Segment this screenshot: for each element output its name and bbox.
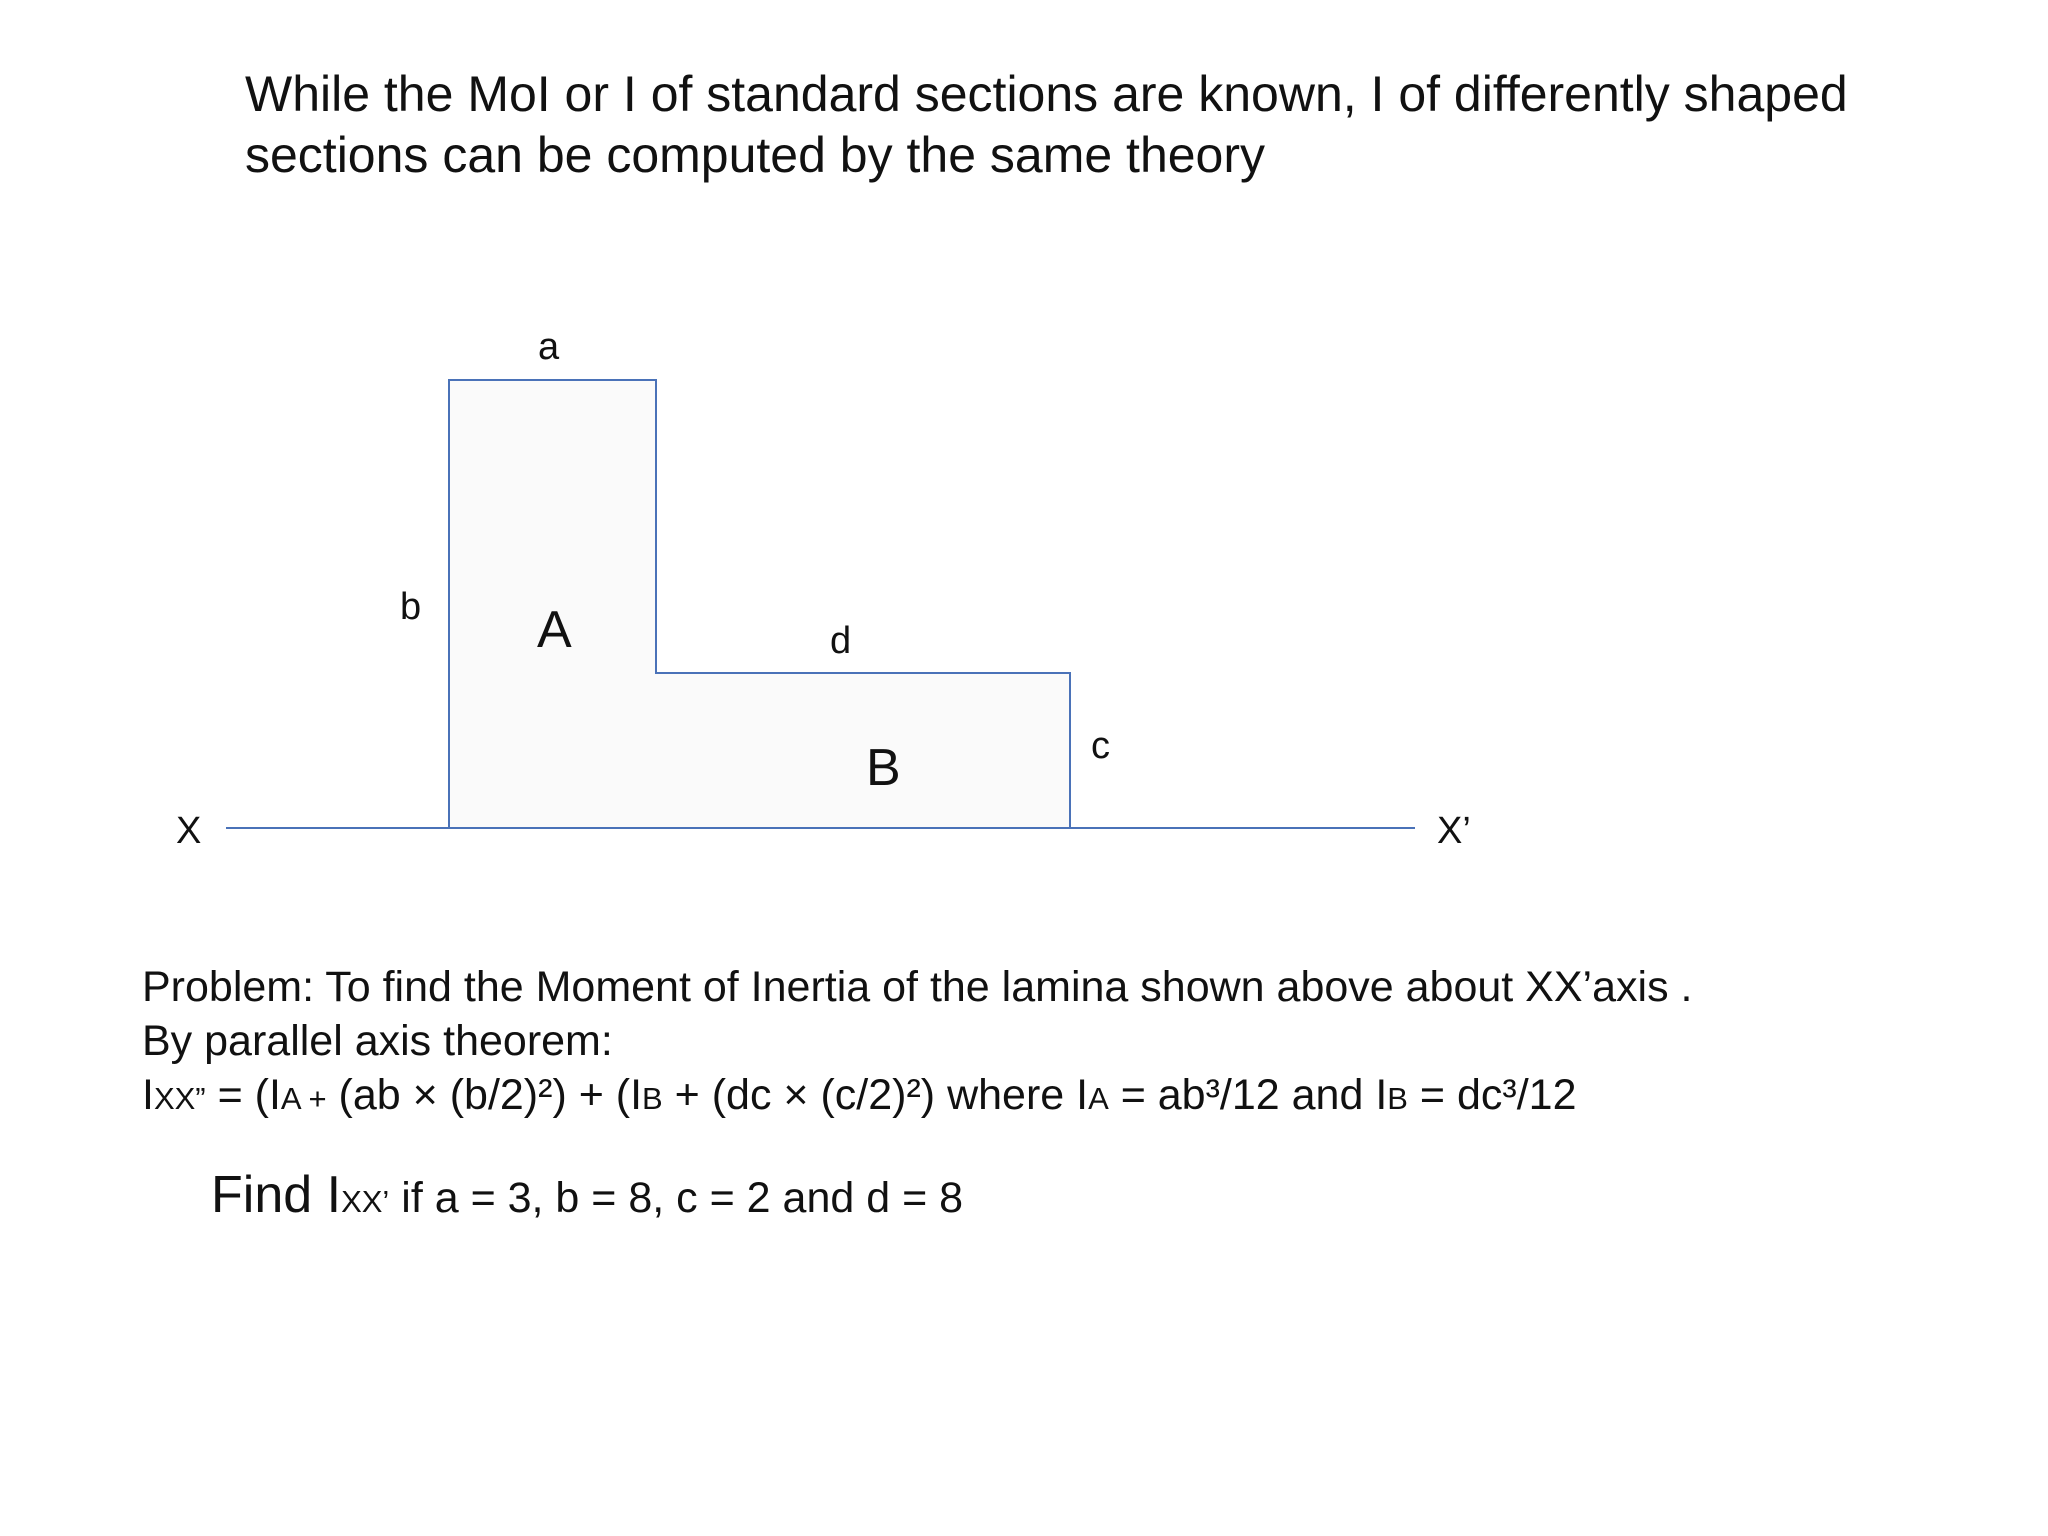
formula-part: + (dc × (c/2)²) where I — [662, 1071, 1089, 1119]
heading-line-2: sections can be computed by the same theory — [245, 127, 1266, 183]
dimension-label-a: a — [538, 326, 560, 368]
formula-subscript: B — [642, 1081, 663, 1116]
formula-part: = dc³/12 — [1407, 1071, 1577, 1119]
ixx-formula — [142, 1068, 2022, 1126]
formula-subscript: A — [1088, 1081, 1109, 1116]
find-values: if a = 3, b = 8, c = 2 and d = 8 — [389, 1174, 964, 1222]
formula-part: I — [142, 1071, 154, 1119]
axis-label-x: X — [176, 810, 202, 852]
region-label-a: A — [537, 601, 572, 659]
problem-statement: Problem: To find the Moment of Inertia of the lamina shown above about XX’axis . — [142, 963, 1693, 1011]
dimension-label-b: b — [400, 586, 422, 628]
formula-part: = ab³/12 and I — [1108, 1071, 1388, 1119]
theorem-intro: By parallel axis theorem: — [142, 1017, 613, 1065]
formula-subscript: XX” — [153, 1081, 206, 1116]
find-question — [211, 1168, 963, 1229]
dimension-label-c: c — [1091, 725, 1110, 767]
problem-text — [142, 960, 2022, 1126]
formula-subscript: B — [1387, 1081, 1408, 1116]
heading-line-1: While the MoI or I of standard sections are known, I of differently shaped — [245, 66, 1848, 122]
region-label-b: B — [866, 739, 901, 797]
formula-subscript: A + — [280, 1081, 327, 1116]
formula-part: (ab × (b/2)²) + (I — [326, 1071, 643, 1119]
axis-label-x-prime: X’ — [1437, 810, 1471, 852]
dimension-label-d: d — [830, 620, 852, 662]
find-lead: Find I — [211, 1166, 342, 1224]
find-subscript: XX’ — [341, 1184, 390, 1219]
formula-part: = (I — [205, 1071, 281, 1119]
